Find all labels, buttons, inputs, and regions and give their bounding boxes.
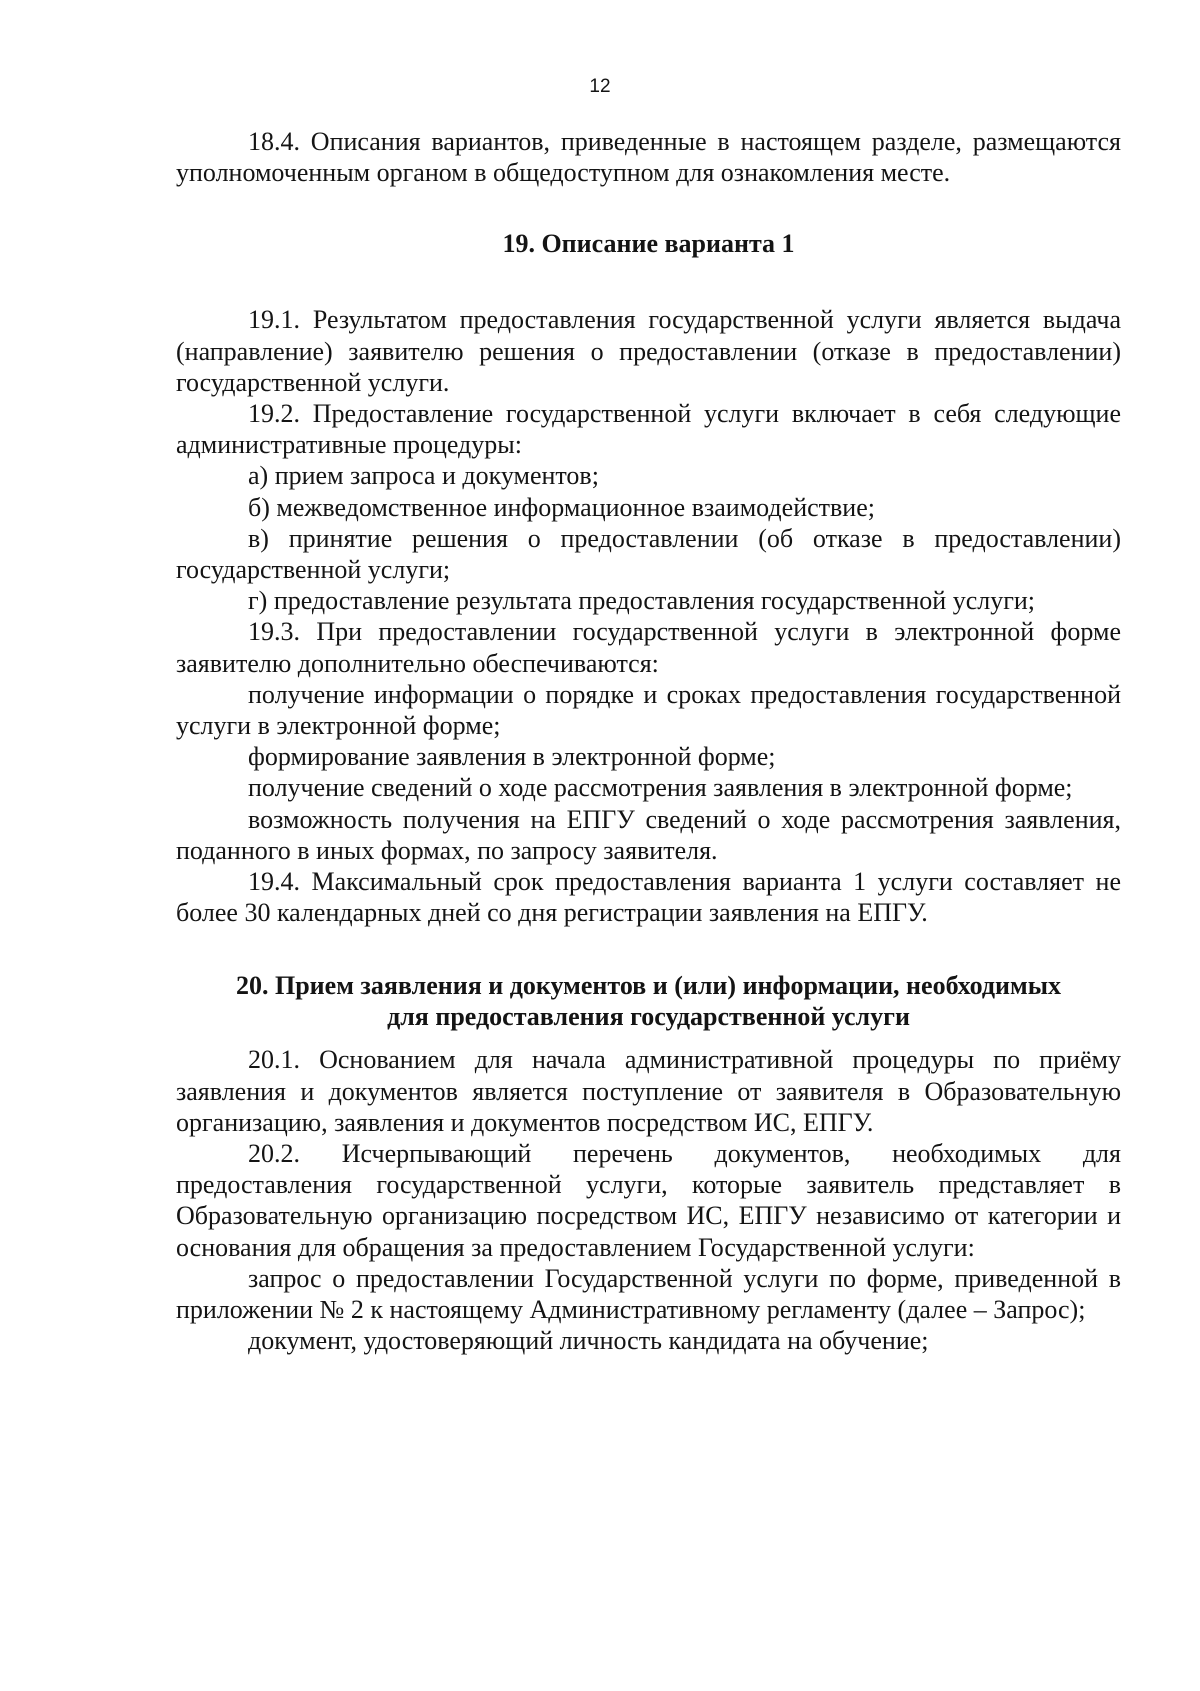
paragraph-18-4: 18.4. Описания вариантов, приведенные в настоящем разделе, размещаются уполномоченным органом в общедоступном для ознакомления месте. [176,127,1121,188]
list-item-v: в) принятие решения о предоставлении (об отказе в предоставлении) государственной услуги; [176,523,1121,585]
list-item-status: получение сведений о ходе рассмотрения заявления в электронной форме; [248,773,1073,803]
paragraph-20-2: 20.2. Исчерпывающий перечень документов, необходимых для предоставления государственной услуги, которые заявитель представляет в Образовательную организацию посредством ИС, ЕПГУ независимо от категории и основания для обращения за предоставлением Государственной услуги: [176,1139,1121,1262]
list-item-info: получение информации о порядке и сроках предоставления государственной услуги в электронной форме; [176,679,1121,741]
list-item-g: г) предоставление результата предоставления государственной услуги; [248,586,1036,616]
list-item-request: запрос о предоставлении Государственной услуги по форме, приведенной в приложении № 2 к настоящему Административному регламенту (далее – Запрос); [176,1263,1121,1325]
section-19-heading: 19. Описание варианта 1 [502,229,795,259]
section-20-heading-line-2: для предоставления государственной услуги [387,1002,910,1032]
list-item-b: б) межведомственное информационное взаимодействие; [248,492,875,522]
paragraph-19-3: 19.3. При предоставлении государственной услуги в электронной форме заявителю дополнительно обеспечиваются: [176,617,1121,678]
list-item-epgu-status: возможность получения на ЕПГУ сведений о ходе рассмотрения заявления, поданного в иных формах, по запросу заявителя. [176,804,1121,865]
list-item-application: формирование заявления в электронной форме; [248,742,776,772]
list-item-identity-document: документ, удостоверяющий личность кандидата на обучение; [248,1326,929,1356]
page-number: 12 [589,76,611,97]
section-20-heading-line-1: 20. Прием заявления и документов и (или) информации, необходимых [235,971,1061,1001]
paragraph-19-4: 19.4. Максимальный срок предоставления варианта 1 услуги составляет не более 30 календарных дней со дня регистрации заявления на ЕПГУ. [176,867,1121,928]
paragraph-20-1: 20.1. Основанием для начала административной процедуры по приёму заявления и документов является поступление от заявителя в Образовательную организацию, заявления и документов посредством ИС, ЕПГУ. [176,1045,1121,1137]
paragraph-19-2: 19.2. Предоставление государственной услуги включает в себя следующие административные процедуры: [176,399,1121,460]
list-item-a: а) прием запроса и документов; [248,461,599,491]
paragraph-19-1: 19.1. Результатом предоставления государственной услуги является выдача (направление) заявителю решения о предоставлении (отказе в предоставлении) государственной услуги. [176,305,1121,397]
page-content [176,126,1121,1357]
